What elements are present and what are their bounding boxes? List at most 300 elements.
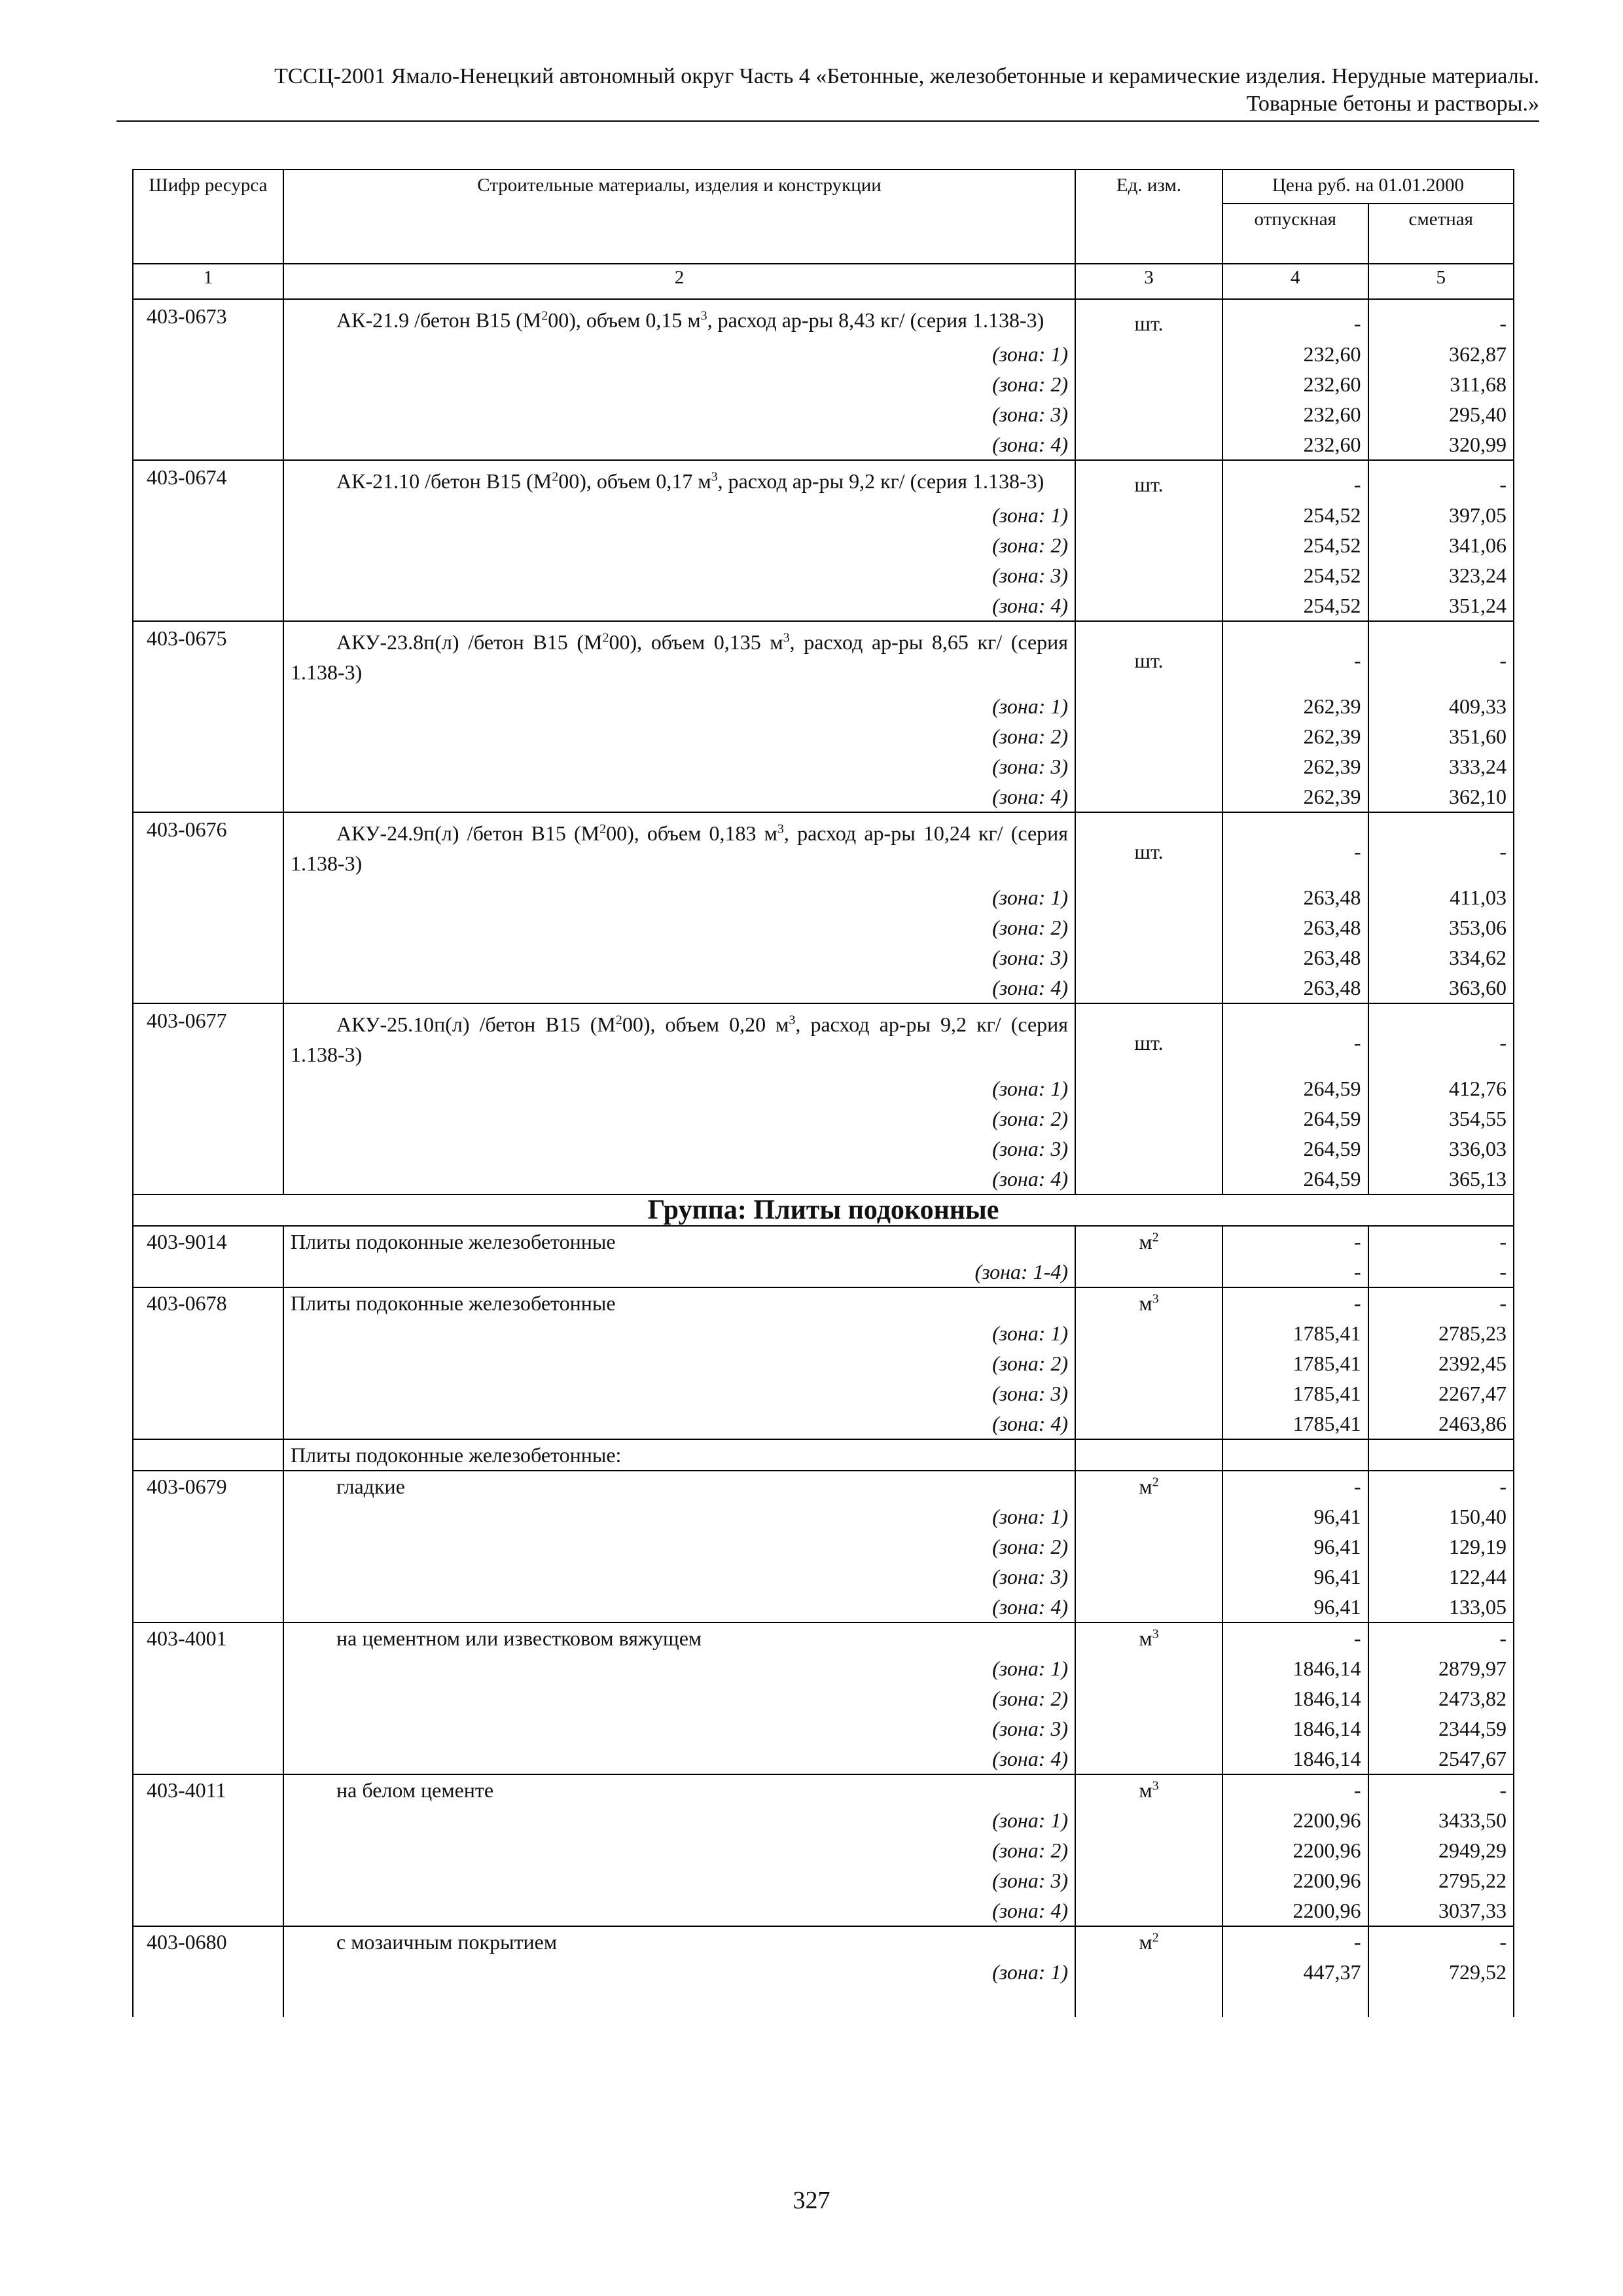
continuation-cell (1368, 1987, 1514, 2017)
unit-cell-empty (1075, 560, 1222, 590)
unit-cell-empty (1075, 1683, 1222, 1713)
release-price: 232,60 (1222, 339, 1368, 369)
unit-superscript: 3 (1152, 1291, 1159, 1306)
estimate-price: 2267,47 (1368, 1378, 1514, 1408)
item-row (133, 621, 1514, 691)
item-description (283, 1003, 1075, 1073)
code-cell-empty (133, 1439, 283, 1471)
unit-cell-empty (1075, 1164, 1222, 1194)
group-title: Группа: Плиты подоконные (133, 1194, 1514, 1226)
item-description: Плиты подоконные железобетонные (283, 1287, 1075, 1318)
estimate-price: 2463,86 (1368, 1408, 1514, 1439)
zone-row (133, 1378, 1514, 1408)
unit-cell (1075, 1287, 1222, 1318)
code-cell-empty (133, 1073, 283, 1103)
zone-label: (зона: 2) (283, 721, 1075, 751)
unit-cell-empty (1075, 1439, 1222, 1471)
code-cell-empty (133, 882, 283, 912)
code-cell-empty (133, 691, 283, 721)
item-row (133, 812, 1514, 882)
release-price-empty (1222, 1439, 1368, 1471)
desc-part-a: АКУ-25.10п(л) /бетон В15 (М (336, 1013, 616, 1036)
zone-label: (зона: 2) (283, 912, 1075, 942)
estimate-price: - (1368, 1774, 1514, 1805)
code-cell-empty (133, 1744, 283, 1774)
release-price: 262,39 (1222, 751, 1368, 781)
code-cell-empty (133, 590, 283, 621)
release-price: 2200,96 (1222, 1835, 1368, 1865)
estimate-price: - (1368, 1003, 1514, 1073)
estimate-price: 133,05 (1368, 1592, 1514, 1623)
estimate-price: 2473,82 (1368, 1683, 1514, 1713)
code-cell-empty (133, 942, 283, 973)
item-description: на цементном или известковом вяжущем (283, 1623, 1075, 1653)
code-cell-empty (133, 1134, 283, 1164)
unit-cell-empty (1075, 781, 1222, 812)
zone-row (133, 1713, 1514, 1744)
estimate-price: - (1368, 1471, 1514, 1501)
release-price: 254,52 (1222, 500, 1368, 530)
zone-label: (зона: 4) (283, 429, 1075, 460)
unit-cell-empty (1075, 500, 1222, 530)
item-description: Плиты подоконные железобетонные (283, 1226, 1075, 1257)
code-cell-empty (133, 530, 283, 560)
estimate-price: 336,03 (1368, 1134, 1514, 1164)
unit-cell-empty (1075, 1532, 1222, 1562)
zone-label: (зона: 3) (283, 942, 1075, 973)
zone-label: (зона: 4) (283, 1408, 1075, 1439)
estimate-price: 2785,23 (1368, 1318, 1514, 1348)
unit-cell-empty (1075, 882, 1222, 912)
code-cell-empty (133, 781, 283, 812)
col-num-4: 4 (1222, 264, 1368, 299)
unit-superscript: 2 (1152, 1230, 1159, 1245)
unit-cell-empty (1075, 1562, 1222, 1592)
estimate-price: 341,06 (1368, 530, 1514, 560)
zone-label: (зона: 4) (283, 1895, 1075, 1926)
zone-row (133, 912, 1514, 942)
estimate-price: - (1368, 1287, 1514, 1318)
estimate-price: 365,13 (1368, 1164, 1514, 1194)
unit-cell (1075, 1774, 1222, 1805)
unit-cell-empty (1075, 1835, 1222, 1865)
estimate-price: 729,52 (1368, 1957, 1514, 1987)
zone-row (133, 339, 1514, 369)
release-price: 254,52 (1222, 590, 1368, 621)
release-price: - (1222, 1623, 1368, 1653)
desc-sup-2: 3 (711, 469, 718, 484)
unit-cell (1075, 1226, 1222, 1257)
unit-cell: шт. (1075, 1003, 1222, 1073)
unit-cell (1075, 1623, 1222, 1653)
code-cell-empty (133, 1562, 283, 1592)
unit-cell-empty (1075, 339, 1222, 369)
unit-cell-empty (1075, 1103, 1222, 1134)
item-row (133, 299, 1514, 339)
zone-label: (зона: 3) (283, 1865, 1075, 1895)
estimate-price: 412,76 (1368, 1073, 1514, 1103)
col-head-code: Шифр ресурса (133, 170, 283, 264)
release-price: 232,60 (1222, 369, 1368, 399)
release-price: 1846,14 (1222, 1683, 1368, 1713)
item-row (133, 1226, 1514, 1257)
unit-cell-empty (1075, 1348, 1222, 1378)
zone-row (133, 1562, 1514, 1592)
unit-text: м (1139, 1230, 1152, 1253)
zone-row (133, 1805, 1514, 1835)
resource-code: 403-0680 (133, 1926, 283, 1957)
zone-row (133, 781, 1514, 812)
zone-row (133, 1957, 1514, 1987)
unit-superscript: 3 (1152, 1778, 1159, 1793)
code-cell-empty (133, 751, 283, 781)
code-cell-empty (133, 1408, 283, 1439)
unit-cell-empty (1075, 1713, 1222, 1744)
estimate-price: 362,87 (1368, 339, 1514, 369)
estimate-price: - (1368, 460, 1514, 500)
desc-part-a: АК-21.9 /бетон В15 (М (336, 308, 542, 332)
estimate-price: 354,55 (1368, 1103, 1514, 1134)
unit-cell-empty (1075, 1257, 1222, 1287)
release-price: 254,52 (1222, 530, 1368, 560)
zone-label: (зона: 1) (283, 1653, 1075, 1683)
release-price: - (1222, 1287, 1368, 1318)
code-cell-empty (133, 1865, 283, 1895)
desc-part-b: 00), объем 0,135 м (609, 630, 783, 654)
release-price: 262,39 (1222, 691, 1368, 721)
unit-cell-empty (1075, 751, 1222, 781)
release-price: 263,48 (1222, 973, 1368, 1003)
zone-label: (зона: 3) (283, 560, 1075, 590)
item-description: с мозаичным покрытием (283, 1926, 1075, 1957)
unit-superscript: 2 (1152, 1930, 1159, 1945)
col-num-2: 2 (283, 264, 1075, 299)
unit-cell: шт. (1075, 299, 1222, 339)
code-cell-empty (133, 1592, 283, 1623)
estimate-price: 351,24 (1368, 590, 1514, 621)
release-price: - (1222, 1003, 1368, 1073)
release-price: - (1222, 1926, 1368, 1957)
zone-label: (зона: 2) (283, 1835, 1075, 1865)
code-cell-empty (133, 1683, 283, 1713)
release-price: 447,37 (1222, 1957, 1368, 1987)
unit-cell-empty (1075, 1957, 1222, 1987)
estimate-price: 295,40 (1368, 399, 1514, 429)
item-description: на белом цементе (283, 1774, 1075, 1805)
estimate-price: 362,10 (1368, 781, 1514, 812)
desc-part-b: 00), объем 0,20 м (622, 1013, 789, 1036)
code-cell-empty (133, 912, 283, 942)
estimate-price: 353,06 (1368, 912, 1514, 942)
resource-code: 403-4001 (133, 1623, 283, 1653)
code-cell-empty (133, 1895, 283, 1926)
resource-code: 403-0679 (133, 1471, 283, 1501)
zone-row (133, 1835, 1514, 1865)
zone-row (133, 1592, 1514, 1623)
zone-label: (зона: 2) (283, 530, 1075, 560)
code-cell-empty (133, 1318, 283, 1348)
zone-label: (зона: 2) (283, 369, 1075, 399)
desc-sup-2: 3 (783, 630, 790, 645)
zone-row (133, 399, 1514, 429)
release-price: 264,59 (1222, 1134, 1368, 1164)
unit-cell-empty (1075, 1134, 1222, 1164)
zone-row (133, 1103, 1514, 1134)
code-cell-empty (133, 721, 283, 751)
desc-sup-1: 2 (541, 308, 548, 323)
estimate-price: 320,99 (1368, 429, 1514, 460)
zone-row (133, 942, 1514, 973)
release-price: - (1222, 460, 1368, 500)
zone-label: (зона: 3) (283, 399, 1075, 429)
unit-cell-empty (1075, 429, 1222, 460)
zone-label: (зона: 4) (283, 781, 1075, 812)
release-price: 263,48 (1222, 882, 1368, 912)
desc-part-b: 00), объем 0,183 м (606, 821, 777, 845)
desc-part-b: 00), объем 0,15 м (548, 308, 701, 332)
desc-sup-1: 2 (552, 469, 559, 484)
estimate-price: 122,44 (1368, 1562, 1514, 1592)
desc-part-a: АК-21.10 /бетон В15 (М (336, 469, 552, 493)
release-price: 1846,14 (1222, 1713, 1368, 1744)
release-price: 232,60 (1222, 429, 1368, 460)
col-num-1: 1 (133, 264, 283, 299)
unit-cell (1075, 1471, 1222, 1501)
item-row (133, 1926, 1514, 1957)
zone-row (133, 560, 1514, 590)
estimate-price: 3037,33 (1368, 1895, 1514, 1926)
code-cell-empty (133, 1501, 283, 1532)
zone-row (133, 1348, 1514, 1378)
estimate-price: 129,19 (1368, 1532, 1514, 1562)
price-table (132, 169, 1514, 2017)
resource-code: 403-0677 (133, 1003, 283, 1073)
unit-cell-empty (1075, 1744, 1222, 1774)
continuation-cell (1222, 1987, 1368, 2017)
unit-cell-empty (1075, 1501, 1222, 1532)
zone-row (133, 1257, 1514, 1287)
item-row (133, 1774, 1514, 1805)
release-price: 262,39 (1222, 781, 1368, 812)
page-number: 327 (793, 2187, 830, 2214)
estimate-price: 333,24 (1368, 751, 1514, 781)
unit-text: м (1139, 1626, 1152, 1650)
item-row (133, 460, 1514, 500)
group-row (133, 1194, 1514, 1226)
unit-cell-empty (1075, 590, 1222, 621)
release-price: 1785,41 (1222, 1318, 1368, 1348)
estimate-price: 2879,97 (1368, 1653, 1514, 1683)
zone-row (133, 882, 1514, 912)
running-header (116, 63, 1539, 118)
code-cell-empty (133, 560, 283, 590)
unit-cell: шт. (1075, 621, 1222, 691)
unit-text: м (1139, 1778, 1152, 1802)
unit-cell-empty (1075, 399, 1222, 429)
zone-row (133, 1408, 1514, 1439)
release-price: 96,41 (1222, 1532, 1368, 1562)
code-cell-empty (133, 1957, 283, 1987)
release-price: 1785,41 (1222, 1348, 1368, 1378)
desc-sup-1: 2 (602, 630, 609, 645)
header-line-1: ТССЦ-2001 Ямало-Ненецкий автономный округ Часть 4 «Бетонные, железобетонные и керамические изделия. Нерудные материалы. (274, 64, 1539, 88)
zone-row (133, 721, 1514, 751)
zone-label: (зона: 2) (283, 1348, 1075, 1378)
zone-label: (зона: 1) (283, 500, 1075, 530)
estimate-price: - (1368, 1623, 1514, 1653)
zone-label: (зона: 1) (283, 882, 1075, 912)
release-price: 1846,14 (1222, 1653, 1368, 1683)
zone-row (133, 1532, 1514, 1562)
zone-label: (зона: 4) (283, 1164, 1075, 1194)
desc-sup-2: 3 (777, 821, 784, 836)
desc-sup-1: 2 (599, 821, 607, 836)
estimate-price: 2795,22 (1368, 1865, 1514, 1895)
estimate-price: - (1368, 1226, 1514, 1257)
zone-row (133, 1865, 1514, 1895)
estimate-price: 150,40 (1368, 1501, 1514, 1532)
zone-row (133, 1501, 1514, 1532)
release-price: - (1222, 299, 1368, 339)
code-cell-empty (133, 1835, 283, 1865)
unit-cell-empty (1075, 1318, 1222, 1348)
estimate-price: - (1368, 299, 1514, 339)
desc-part-a: АКУ-23.8п(л) /бетон В15 (М (336, 630, 603, 654)
code-cell-empty (133, 1378, 283, 1408)
unit-cell-empty (1075, 973, 1222, 1003)
release-price: 264,59 (1222, 1073, 1368, 1103)
unit-cell-empty (1075, 942, 1222, 973)
zone-row (133, 1318, 1514, 1348)
release-price: - (1222, 1774, 1368, 1805)
unit-cell (1075, 1926, 1222, 1957)
estimate-price: 323,24 (1368, 560, 1514, 590)
zone-row (133, 1073, 1514, 1103)
unit-cell-empty (1075, 721, 1222, 751)
estimate-price: 397,05 (1368, 500, 1514, 530)
col-head-price: Цена руб. на 01.01.2000 (1222, 170, 1514, 204)
resource-code: 403-0675 (133, 621, 283, 691)
desc-sup-2: 3 (789, 1013, 796, 1028)
item-description (283, 812, 1075, 882)
release-price: 262,39 (1222, 721, 1368, 751)
zone-label: (зона: 3) (283, 1378, 1075, 1408)
release-price: 1785,41 (1222, 1378, 1368, 1408)
estimate-price: 2547,67 (1368, 1744, 1514, 1774)
estimate-price: 411,03 (1368, 882, 1514, 912)
desc-sup-2: 3 (700, 308, 707, 323)
continuation-cell (283, 1987, 1075, 2017)
code-cell-empty (133, 339, 283, 369)
estimate-price: 334,62 (1368, 942, 1514, 973)
item-description (283, 460, 1075, 500)
zone-label: (зона: 1) (283, 1501, 1075, 1532)
release-price: 2200,96 (1222, 1805, 1368, 1835)
unit-cell-empty (1075, 1805, 1222, 1835)
zone-row (133, 1744, 1514, 1774)
zone-label: (зона: 3) (283, 1562, 1075, 1592)
desc-part-c: , расход ар-ры 9,2 кг/ (серия 1.138-3) (291, 1013, 1069, 1066)
desc-part-c: , расход ар-ры 8,43 кг/ (серия 1.138-3) (707, 308, 1044, 332)
release-price: 254,52 (1222, 560, 1368, 590)
item-description: гладкие (283, 1471, 1075, 1501)
desc-part-c: , расход ар-ры 10,24 кг/ (серия 1.138-3) (291, 821, 1069, 875)
code-cell-empty (133, 1713, 283, 1744)
zone-row (133, 973, 1514, 1003)
release-price: 263,48 (1222, 912, 1368, 942)
unit-cell-empty (1075, 369, 1222, 399)
col-head-unit: Ед. изм. (1075, 170, 1222, 264)
release-price: 1846,14 (1222, 1744, 1368, 1774)
estimate-price: - (1368, 812, 1514, 882)
zone-label: (зона: 1-4) (283, 1257, 1075, 1287)
zone-label: (зона: 2) (283, 1103, 1075, 1134)
zone-row (133, 1683, 1514, 1713)
col-num-3: 3 (1075, 264, 1222, 299)
col-head-name: Строительные материалы, изделия и конструкции (283, 170, 1075, 264)
table-head (133, 170, 1514, 299)
estimate-price: 2392,45 (1368, 1348, 1514, 1378)
release-price: - (1222, 1226, 1368, 1257)
unit-cell: шт. (1075, 460, 1222, 500)
release-price: 96,41 (1222, 1592, 1368, 1623)
unit-text: м (1139, 1930, 1152, 1954)
item-description (283, 621, 1075, 691)
unit-cell-empty (1075, 1653, 1222, 1683)
col-head-estimate: сметная (1368, 204, 1514, 264)
zone-label: (зона: 1) (283, 339, 1075, 369)
zone-row (133, 1134, 1514, 1164)
code-cell-empty (133, 973, 283, 1003)
table-continuation (133, 1987, 1514, 2017)
unit-cell: шт. (1075, 812, 1222, 882)
release-price: - (1222, 1257, 1368, 1287)
unit-superscript: 3 (1152, 1626, 1159, 1641)
zone-row (133, 429, 1514, 460)
zone-label: (зона: 2) (283, 1532, 1075, 1562)
zone-row (133, 751, 1514, 781)
estimate-price: 3433,50 (1368, 1805, 1514, 1835)
item-row (133, 1003, 1514, 1073)
estimate-price-empty (1368, 1439, 1514, 1471)
resource-code: 403-0678 (133, 1287, 283, 1318)
estimate-price: 363,60 (1368, 973, 1514, 1003)
table-body (133, 299, 1514, 2017)
code-cell-empty (133, 500, 283, 530)
unit-cell-empty (1075, 1073, 1222, 1103)
col-num-5: 5 (1368, 264, 1514, 299)
item-row (133, 1287, 1514, 1318)
zone-label: (зона: 1) (283, 691, 1075, 721)
unit-cell-empty (1075, 1865, 1222, 1895)
zone-label: (зона: 1) (283, 1318, 1075, 1348)
zone-row (133, 590, 1514, 621)
resource-code: 403-0676 (133, 812, 283, 882)
release-price: 1785,41 (1222, 1408, 1368, 1439)
zone-row (133, 369, 1514, 399)
resource-code: 403-4011 (133, 1774, 283, 1805)
unit-cell-empty (1075, 530, 1222, 560)
zone-row (133, 530, 1514, 560)
unit-text: м (1139, 1291, 1152, 1315)
unit-cell-empty (1075, 912, 1222, 942)
item-row (133, 1623, 1514, 1653)
zone-label: (зона: 3) (283, 1134, 1075, 1164)
code-cell-empty (133, 399, 283, 429)
estimate-price: - (1368, 1257, 1514, 1287)
code-cell-empty (133, 1653, 283, 1683)
release-price: 263,48 (1222, 942, 1368, 973)
